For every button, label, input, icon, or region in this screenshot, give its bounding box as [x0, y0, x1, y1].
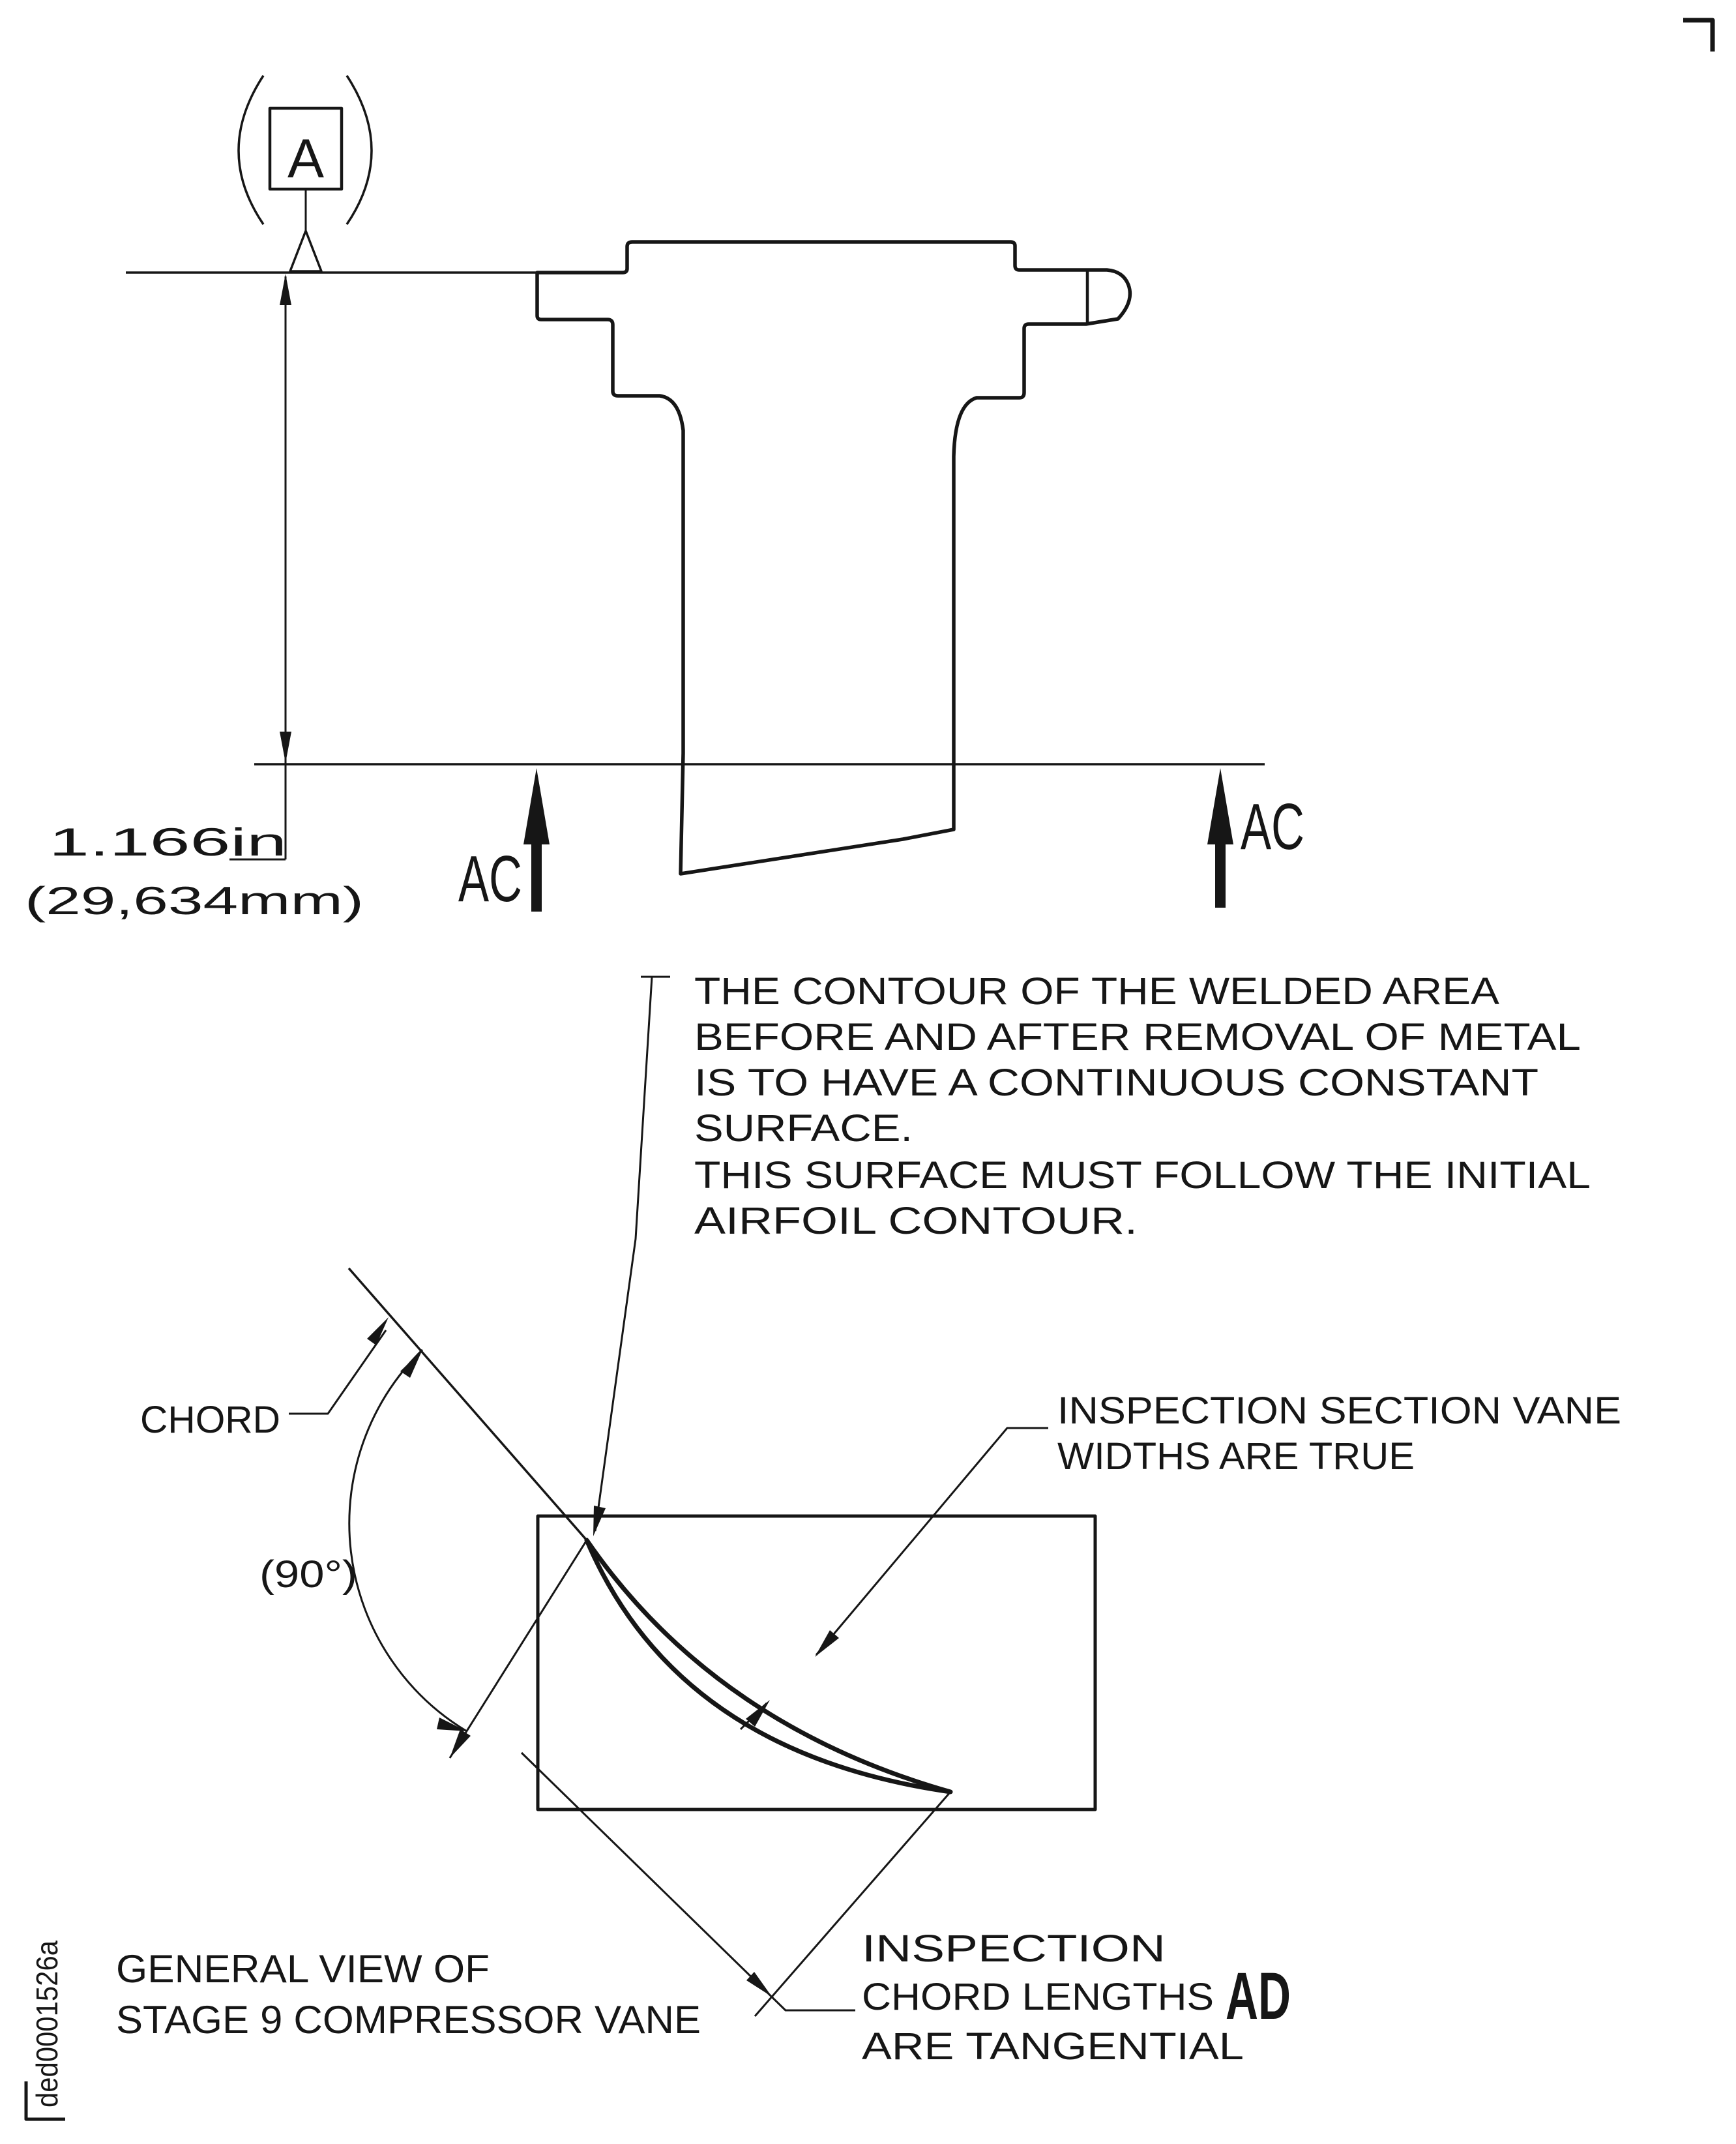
section-marker-label: AC	[458, 842, 522, 916]
dimension-arrow-down-icon	[280, 732, 291, 763]
chord-note-line: CHORD LENGTHS	[862, 1976, 1214, 2018]
datum-flag-letter: A	[287, 128, 325, 189]
datum-triangle-icon	[290, 231, 321, 271]
note-line: IS TO HAVE A CONTINUOUS CONSTANT	[694, 1062, 1538, 1104]
paren-right-arc	[347, 76, 372, 224]
dimension-value-inches: 1.166in	[49, 820, 287, 864]
widths-leader-line	[816, 1428, 1048, 1655]
height-dimension	[25, 274, 364, 923]
page-corner-mark	[1683, 20, 1713, 52]
dimension-arrow-up-icon	[280, 274, 291, 305]
note-leader-arrow-icon	[593, 1506, 606, 1536]
dimension-value-mm: (29,634mm)	[25, 879, 364, 923]
chord-note-line: ARE TANGENTIAL	[862, 2025, 1244, 2068]
chord-note-line: INSPECTION	[862, 1928, 1166, 1970]
chord-perpendicular-line	[450, 1540, 587, 1758]
datum-symbol-a	[239, 76, 372, 271]
perpendicular-end-arrow-icon	[450, 1729, 471, 1758]
vane-profile-outline	[537, 242, 1130, 874]
note-line: BEFORE AND AFTER REMOVAL OF METAL	[694, 1016, 1581, 1058]
widths-note-line: INSPECTION SECTION VANE	[1057, 1390, 1621, 1432]
section-marker-label: AC	[1241, 790, 1304, 863]
widths-note-line: WIDTHS ARE TRUE	[1057, 1435, 1415, 1478]
arc-arrow-bottom-icon	[437, 1718, 467, 1731]
section-marker-ac-left	[458, 768, 550, 916]
sheet-ref-code: AD	[1226, 1959, 1291, 2033]
section-arrow-up-icon	[1207, 768, 1233, 908]
note-line: THE CONTOUR OF THE WELDED AREA	[694, 970, 1500, 1013]
chord-label: CHORD	[140, 1399, 280, 1441]
arc-arrow-top-icon	[400, 1350, 422, 1378]
caption-line: STAGE 9 COMPRESSOR VANE	[116, 1998, 701, 2042]
angle-label: (90°)	[259, 1553, 357, 1596]
inspection-section-box	[538, 1516, 1095, 1809]
tangent-leader-line	[522, 1753, 855, 2010]
top-view-drawing	[25, 76, 1304, 923]
paren-left-arc	[239, 76, 263, 224]
note-leader-line	[595, 977, 652, 1531]
edge-doc-id: ded0001526a	[30, 1924, 64, 2107]
chord-line	[349, 1268, 587, 1540]
section-arrow-up-icon	[523, 768, 550, 912]
chord-leader-line	[289, 1330, 386, 1414]
section-marker-ac-right	[1207, 768, 1304, 908]
note-line: THIS SURFACE MUST FOLLOW THE INITIAL	[694, 1154, 1591, 1197]
angle-dimension-arc	[349, 1350, 467, 1731]
note-line: AIRFOIL CONTOUR.	[694, 1200, 1138, 1242]
caption-line: GENERAL VIEW OF	[116, 1947, 490, 1991]
widths-arrow-upper-icon	[815, 1630, 839, 1657]
note-line: SURFACE.	[694, 1107, 913, 1150]
figure-caption	[116, 1947, 701, 2042]
airfoil-cross-section	[587, 1540, 950, 1792]
edge-id-mark	[26, 1924, 65, 2119]
